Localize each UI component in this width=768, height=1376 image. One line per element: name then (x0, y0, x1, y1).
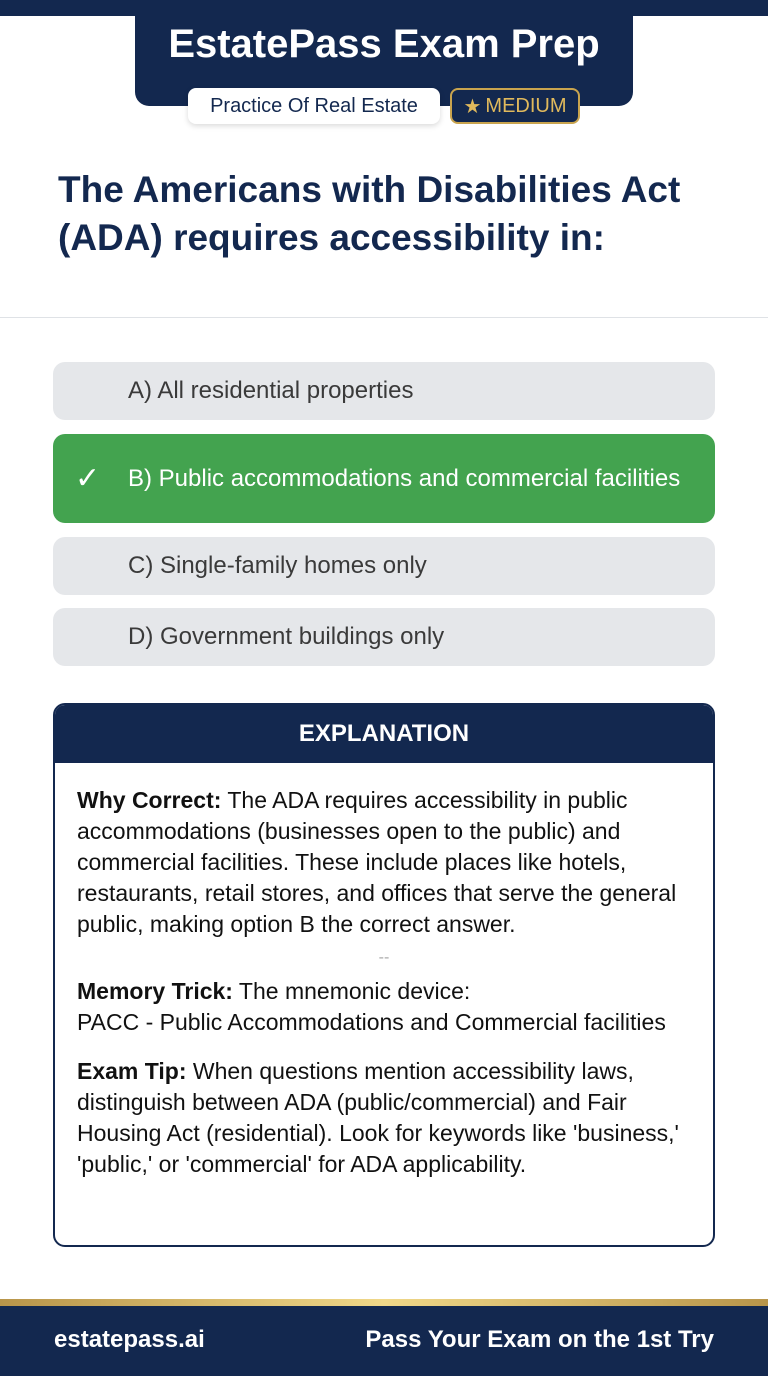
option-label: A) All residential properties (128, 377, 414, 404)
separator: -- (378, 949, 390, 966)
option-b[interactable] (53, 434, 715, 523)
app-title: EstatePass Exam Prep (168, 22, 600, 66)
option-label: B) Public accommodations and commercial facilities (128, 464, 681, 492)
option-label: C) Single-family homes only (128, 552, 427, 579)
difficulty-label: MEDIUM (485, 94, 567, 117)
star-icon: ★ (463, 95, 482, 118)
explanation-heading: EXPLANATION (55, 705, 713, 763)
footer (0, 1306, 768, 1376)
gold-divider (0, 1299, 768, 1306)
option-a[interactable] (53, 362, 715, 420)
option-label: D) Government buildings only (128, 623, 445, 650)
footer-tagline: Pass Your Exam on the 1st Try (365, 1326, 714, 1353)
option-d[interactable] (53, 608, 715, 666)
question-text: The Americans with Disabilities Act (ADA) requires accessibility in: (58, 169, 681, 258)
option-c[interactable] (53, 537, 715, 595)
footer-site[interactable]: estatepass.ai (54, 1326, 205, 1353)
divider (0, 317, 768, 318)
why-correct: Why Correct: The ADA requires accessibility in public accommodations (businesses open to the public) and commercial facilities. These include places like hotels, restaurants, retail stores, and offices that serve the general public, making option B the correct answer. (77, 787, 677, 937)
exam-tip: Exam Tip: When questions mention accessibility laws, distinguish between ADA (public/commercial) and Fair Housing Act (residential). Look for keywords like 'business,' 'public,' or 'commercial' for ADA applicability. (77, 1058, 679, 1177)
explanation-panel (53, 703, 715, 1247)
check-icon: ✓ (75, 461, 101, 495)
difficulty-badge (450, 88, 580, 124)
memory-trick: Memory Trick: The mnemonic device: PACC - Public Accommodations and Commercial facilities (77, 978, 666, 1035)
category-badge: Practice Of Real Estate (188, 88, 440, 124)
